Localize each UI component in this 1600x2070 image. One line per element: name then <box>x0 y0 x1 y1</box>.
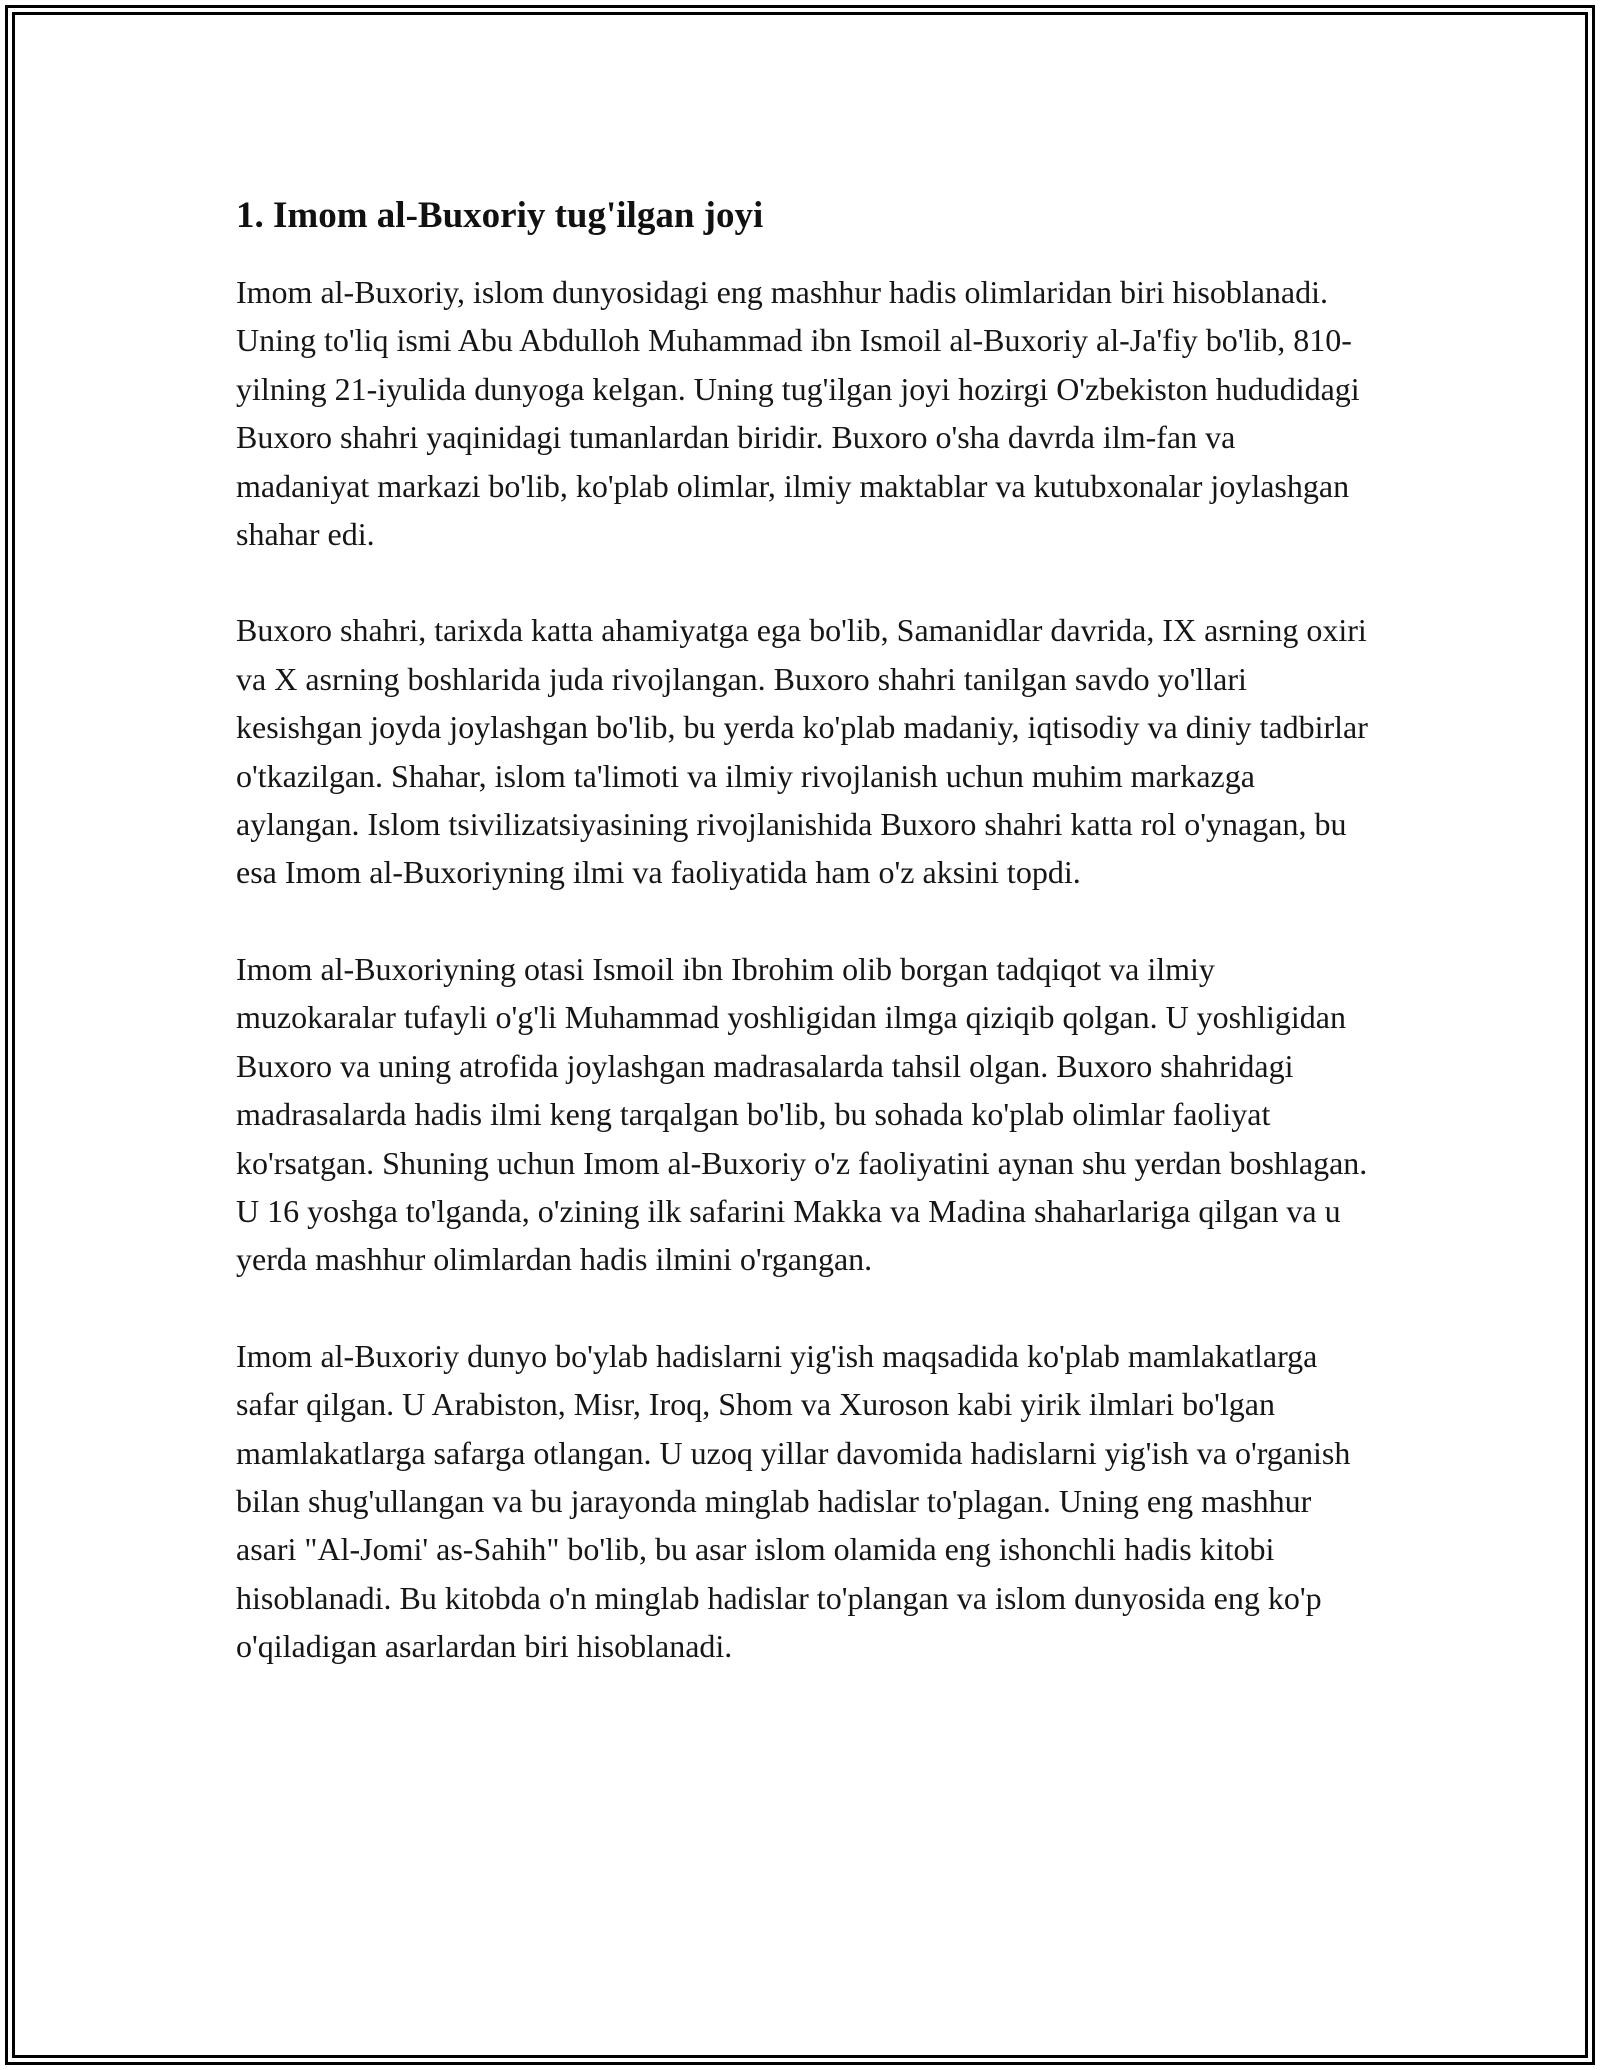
paragraph-travels-and-works: Imom al-Buxoriy dunyo bo'ylab hadislarni yig'ish maqsadida ko'plab mamlakatlarga safar qilgan. U Arabiston, Misr, Iroq, Shom va Xuroson kabi yirik ilmlari bo'lgan mamlakatlarga safarga otlangan. U uzoq yillar davomida hadislarni yig'ish va o'rganish bilan shug'ullangan va bu jarayonda minglab hadislar to'plagan. Uning eng mashhur asari "Al-Jomi' as-Sahih" bo'lib, bu asar islom olamida eng ishonchli hadis kitobi hisoblanadi. Bu kitobda o'n minglab hadislar to'plangan va islom dunyosida eng ko'p o'qiladigan asarlardan biri hisoblanadi. <box>236 1337 1351 1665</box>
document-body <box>236 186 1376 1671</box>
paragraph-early-education: Imom al-Buxoriyning otasi Ismoil ibn Ibrohim olib borgan tadqiqot va ilmiy muzokaralar tufayli o'g'li Muhammad yoshligidan ilmga qiziqib qolgan. U yoshligidan Buxoro va uning atrofida joylashgan madrasalarda tahsil olgan. Buxoro shahridagi madrasalarda hadis ilmi keng tarqalgan bo'lib, bu sohada ko'plab olimlar faoliyat ko'rsatgan. Shuning uchun Imom al-Buxoriy o'z faoliyatini aynan shu yerdan boshlagan. U 16 yoshga to'lganda, o'zining ilk safarini Makka va Madina shaharlariga qilgan va u yerda mashhur olimlardan hadis ilmini o'rgangan. <box>236 950 1368 1278</box>
section-heading: 1. Imom al-Buxoriy tug'ilgan joyi <box>236 195 764 236</box>
paragraph-bukhara-history: Buxoro shahri, tarixda katta ahamiyatga ega bo'lib, Samanidlar davrida, IX asrning oxiri va X asrning boshlarida juda rivojlangan. Buxoro shahri tanilgan savdo yo'llari kesishgan joyda joylashgan bo'lib, bu yerda ko'plab madaniy, iqtisodiy va diniy tadbirlar o'tkazilgan. Shahar, islom ta'limoti va ilmiy rivojlanish uchun muhim markazga aylangan. Islom tsivilizatsiyasining rivojlanishida Buxoro shahri katta rol o'ynagan, bu esa Imom al-Buxoriyning ilmi va faoliyatida ham o'z aksini topdi. <box>236 612 1368 891</box>
paragraph-birthplace: Imom al-Buxoriy, islom dunyosidagi eng mashhur hadis olimlaridan biri hisoblanadi. Uning to'liq ismi Abu Abdulloh Muhammad ibn Ismoil al-Buxoriy al-Ja'fiy bo'lib, 810-yilning 21-iyulida dunyoga kelgan. Uning tug'ilgan joyi hozirgi O'zbekiston hududidagi Buxoro shahri yaqinidagi tumanlardan biridir. Buxoro o'sha davrda ilm-fan va madaniyat markazi bo'lib, ko'plab olimlar, ilmiy maktablar va kutubxonalar joylashgan shahar edi. <box>236 274 1360 553</box>
